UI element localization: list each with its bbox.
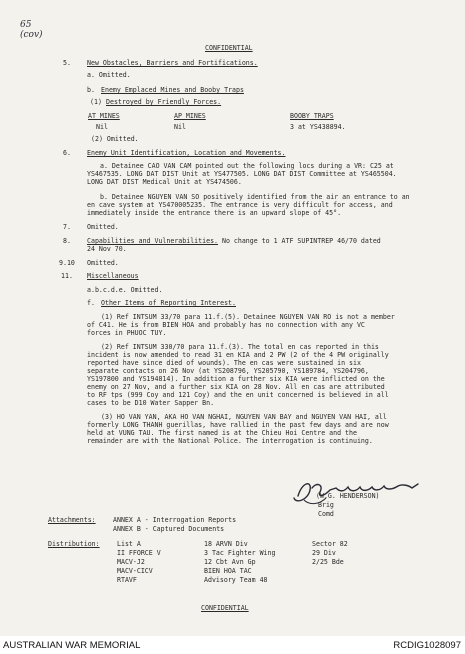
item-2-line: enemy on 27 Nov, and a further six KIA on 28 Nov. All en cas are attributed <box>87 383 385 391</box>
mines-header-at: AT MINES <box>88 112 120 120</box>
distribution-col1-item: List A <box>117 540 141 548</box>
attachment-item: ANNEX B - Captured Documents <box>113 525 225 533</box>
section-5-number: 5. <box>63 59 71 67</box>
section-9-10-number: 9.10 <box>59 259 75 267</box>
item-3-line: held at VUNG TAU. The first named is at the Chieu Hoi Centre and the <box>87 429 357 437</box>
item-1-line: forces in PHUOC TUY. <box>87 329 167 337</box>
item-1-line: (1) Ref INTSUM 33/70 para 11.f.(5). Detainee NGUYEN VAN RO is not a member <box>101 313 395 321</box>
mines-header-booby: BOOBY TRAPS <box>290 112 334 120</box>
section-6-number: 6. <box>63 149 71 157</box>
archive-name: AUSTRALIAN WAR MEMORIAL <box>3 640 141 651</box>
attachment-item: ANNEX A - Interrogation Reports <box>113 516 237 524</box>
item-2-line: separate contacts on 26 Nov (at YS208796, YS205790, YS189784, YS204796, <box>87 367 369 375</box>
distribution-col1-item: MACV-J2 <box>117 558 145 566</box>
section-5-title: New Obstacles, Barriers and Fortifications. <box>87 59 258 67</box>
section-6a-line: LONG DAT DIST Medical Unit at YS474506. <box>87 178 242 186</box>
section-6a-line: a. Detainee CAO VAN CAM pointed out the following locs during a VR: C25 at <box>100 162 394 170</box>
mines-value-booby: 3 at YS438894. <box>290 123 346 131</box>
section-6-title: Enemy Unit Identification, Location and Movements. <box>87 149 286 157</box>
classification-bottom: CONFIDENTIAL <box>201 604 249 612</box>
item-2-line: reported have since died of wounds). The en cas were sustained in six <box>87 359 361 367</box>
mines-value-ap: Nil <box>174 123 186 131</box>
distribution-col2-item: Advisory Team 48 <box>204 576 268 584</box>
mines-value-at: Nil <box>96 123 108 131</box>
section-6b-line: immediately inside the entrance there is an upward slope of 45°. <box>87 209 342 217</box>
section-7-number: 7. <box>63 223 71 231</box>
distribution-col1-item: II FFORCE V <box>117 549 161 557</box>
section-5b-label: b. <box>87 86 95 94</box>
section-8-title: Capabilities and Vulnerabilities. <box>87 237 219 245</box>
item-3-line: (3) HO VAN YAN, AKA HO VAN NGHAI, NGUYEN VAN BAY and NGUYEN VAN HAI, all <box>101 413 387 421</box>
section-9-10-text: Omitted. <box>87 259 119 267</box>
distribution-col2-item: 12 Cbt Avn Gp <box>204 558 256 566</box>
signature-name: (W.G. HENDERSON) <box>316 492 380 500</box>
section-8-text: No change to 1 ATF SUPINTREP 46/70 dated <box>218 237 381 245</box>
record-id: RCDIG1028097 <box>393 640 461 651</box>
distribution-col2-item: BIEN HOA TAC <box>204 567 252 575</box>
classification-top: CONFIDENTIAL <box>205 44 253 52</box>
attachments-label: Attachments: <box>48 516 96 524</box>
distribution-col3-item: Sector 82 <box>312 540 348 548</box>
item-1-line: of C41. He is from BIEN HOA and probably has no connection with any VC <box>87 321 365 329</box>
signature-rank: Brig <box>318 501 334 509</box>
section-6b-line: en cave system at YS470005235. The entrance is very difficult for access, and <box>87 201 393 209</box>
section-5b2: (2) Omitted. <box>91 135 139 143</box>
section-8-line2: 24 Nov 70. <box>87 245 127 253</box>
section-5a: a. Omitted. <box>87 71 131 79</box>
distribution-col2-item: 3 Tac Fighter Wing <box>204 549 276 557</box>
item-2-line: cases to be D10 Water Sapper Bn. <box>87 399 215 407</box>
mines-header-ap: AP MINES <box>174 112 206 120</box>
distribution-col3-item: 29 Div <box>312 549 336 557</box>
section-11-abcde: a.b.c.d.e. Omitted. <box>87 286 163 294</box>
distribution-col1-item: RTAVF <box>117 576 137 584</box>
signature-role: Comd <box>318 510 334 518</box>
section-8-number: 8. <box>63 237 71 245</box>
section-8-line1 <box>87 237 381 245</box>
item-2-line: YS197800 and YS194814). In addition a further six KIA were inflicted on the <box>87 375 385 383</box>
section-11-title: Miscellaneous <box>87 272 139 280</box>
handwritten-page-ref: 65 (cov) <box>20 20 43 40</box>
item-3-line: remainder are with the National Police. The interrogation is continuing. <box>87 437 373 445</box>
section-5b1-title: Destroyed by Friendly Forces. <box>106 98 222 106</box>
item-3-line: formerly LONG THANH guerillas, have rallied in the past few days and are now <box>87 421 389 429</box>
section-5b-title: Enemy Emplaced Mines and Booby Traps <box>101 86 244 94</box>
section-11f-title: Other Items of Reporting Interest. <box>101 299 236 307</box>
archive-footer <box>0 636 465 654</box>
item-2-line: (2) Ref INTSUM 330/70 para 11.f.(3). The total en cas reported in this <box>101 343 379 351</box>
distribution-col1-item: MACV-CICV <box>117 567 153 575</box>
distribution-col2-item: 18 ARVN Div <box>204 540 248 548</box>
section-7-text: Omitted. <box>87 223 119 231</box>
item-2-line: to RF tps (999 Coy and 121 Coy) and the en unit concerned is believed in all <box>87 391 389 399</box>
section-5b1-label: (1) <box>90 98 102 106</box>
section-6a-line: YS467535. LONG DAT DIST Unit at YS477505. LONG DAT DIST Committee at YS465504. <box>87 170 397 178</box>
section-11-number: 11. <box>61 272 73 280</box>
distribution-label: Distribution: <box>48 540 100 548</box>
section-11f-label: f. <box>87 299 95 307</box>
item-2-line: incident is now amended to read 31 en KIA and 2 PW (2 of the 4 PW originally <box>87 351 389 359</box>
distribution-col3-item: 2/25 Bde <box>312 558 344 566</box>
section-6b-line: b. Detainee NGUYEN VAN SO positively identified from the air an entrance to an <box>100 193 410 201</box>
